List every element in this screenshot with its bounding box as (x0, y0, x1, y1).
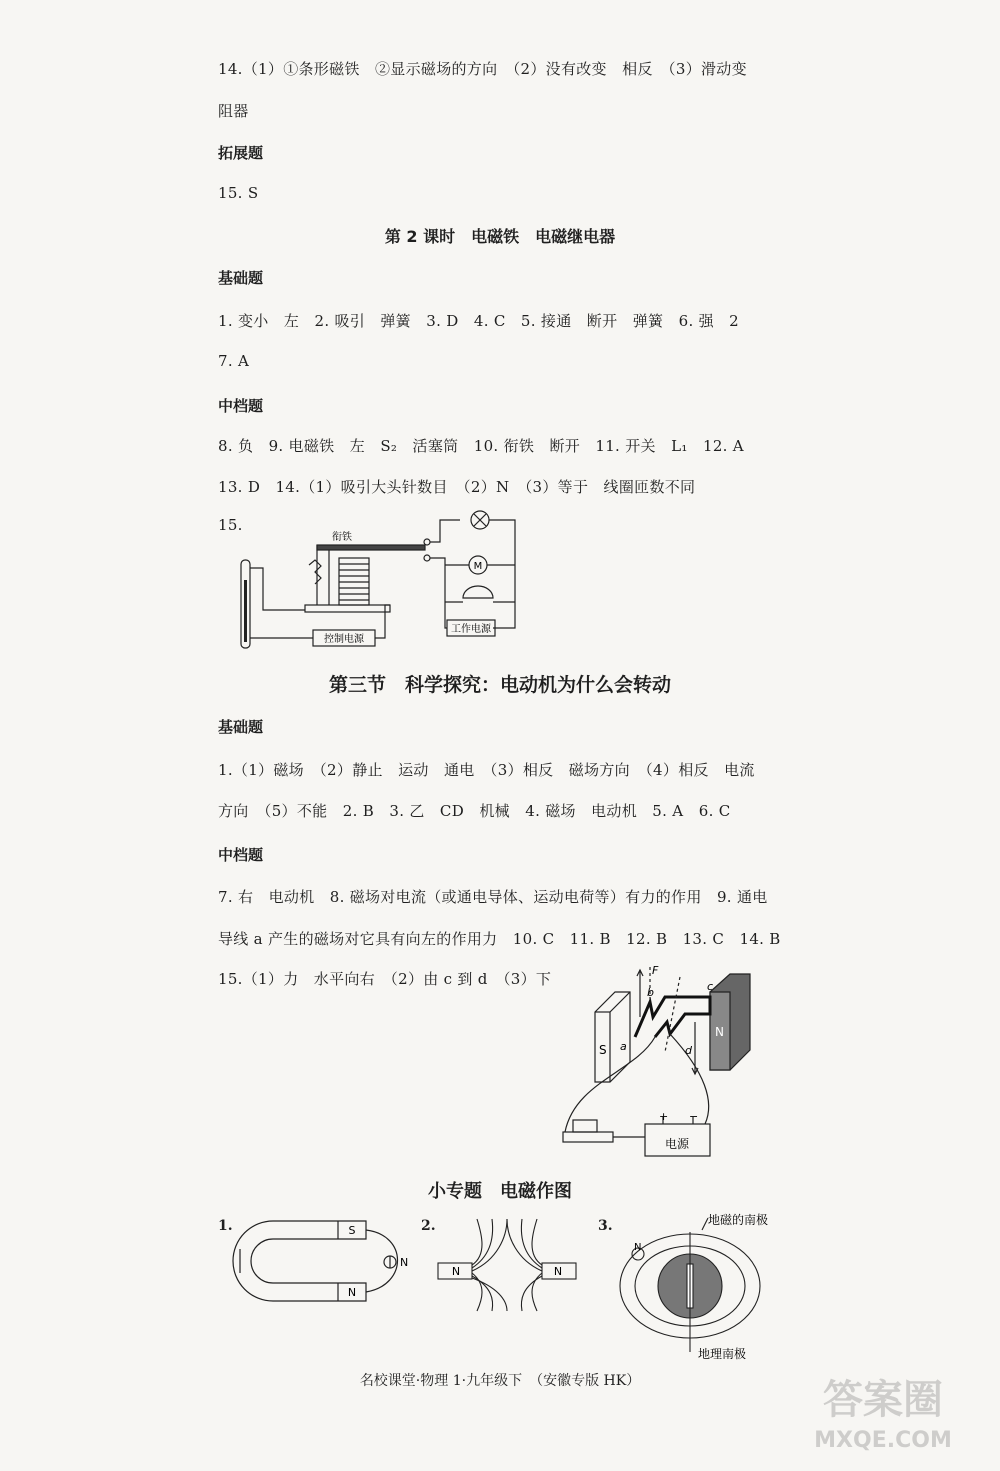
armature-bar (317, 545, 425, 550)
earth-magnet-figure (610, 1212, 790, 1362)
u-s-label: S (348, 1224, 356, 1237)
answer-line-14: 14.（1）①条形磁铁 ②显示磁场的方向 （2）没有改变 相反 （3）滑动变 (218, 60, 747, 78)
relay-circuit-figure (235, 510, 535, 656)
answer-line-motor-1: 1.（1）磁场 （2）静止 运动 通电 （3）相反 磁场方向 （4）相反 电流 (218, 761, 755, 779)
s-pole-label: S (599, 1043, 607, 1057)
category-basic-2: 基础题 (218, 718, 264, 736)
category-mid: 中档题 (218, 397, 264, 415)
u-n-label: N (347, 1286, 357, 1299)
bell-icon (463, 586, 493, 598)
left-n-label: N (451, 1265, 461, 1278)
compass-n-label: N (400, 1256, 409, 1269)
n-pole-label: N (715, 1025, 724, 1039)
category-extension: 拓展题 (218, 144, 264, 162)
s-magnet (595, 992, 630, 1082)
section-title-lesson2: 第 2 课时 电磁铁 电磁继电器 (384, 227, 616, 246)
fig-label-3: 3. (598, 1218, 613, 1234)
right-n-label: N (553, 1265, 563, 1278)
geomagnetic-south-label: 地磁的南极 (708, 1213, 769, 1227)
plus-label: + (659, 1110, 669, 1123)
coil-loop (635, 997, 710, 1037)
spring-icon (309, 560, 321, 584)
minus-label: − (689, 1110, 699, 1123)
point-d: d (685, 1044, 692, 1057)
two-n-poles-figure (432, 1215, 582, 1315)
control-power-label: 控制电源 (324, 634, 364, 645)
answer-line-1-6: 1. 变小 左 2. 吸引 弹簧 3. D 4. C 5. 接通 断开 弹簧 6. 强 2 (218, 312, 740, 330)
motor-force-figure (555, 962, 770, 1162)
fig-label-1: 1. (218, 1218, 233, 1234)
answer-line-15: 15. S (218, 184, 259, 202)
answer-line-14-cont: 阻器 (218, 102, 249, 120)
answer-line-13-14: 13. D 14.（1）吸引大头针数目 （2）N （3）等于 线圈匝数不同 (218, 478, 696, 496)
geographic-south-label: 地理南极 (698, 1347, 747, 1361)
section-title-motor: 第三节 科学探究：电动机为什么会转动 (328, 674, 671, 696)
point-b: b (647, 986, 654, 999)
answer-line-15-label: 15. (218, 516, 243, 534)
answer-line-motor-7-9: 7. 右 电动机 8. 磁场对电流（或通电导体、运动电荷等）有力的作用 9. 通电 (218, 888, 768, 906)
power-label: 电源 (664, 1137, 690, 1151)
motor-label: M (473, 561, 483, 572)
point-c: c (707, 980, 714, 993)
watermark-url: MXQE.COM (814, 1428, 952, 1453)
fig-label-2: 2. (421, 1218, 436, 1234)
u-magnet-figure (228, 1215, 418, 1310)
answer-line-8-12: 8. 负 9. 电磁铁 左 S₂ 活塞筒 10. 衔铁 断开 11. 开关 L₁ 12. A (218, 437, 744, 455)
answer-line-motor-1-cont: 方向 （5）不能 2. B 3. 乙 CD 机械 4. 磁场 电动机 5. A 6. C (218, 802, 731, 820)
page-footer: 名校课堂·物理 1·九年级下 （安徽专版 HK） (359, 1373, 641, 1389)
watermark-main: 答案圈 (823, 1377, 943, 1423)
answer-line-7: 7. A (218, 352, 250, 370)
armature-label: 衔铁 (332, 532, 352, 543)
force-label-top: F (652, 964, 659, 977)
earth-n-label: N (634, 1242, 642, 1253)
work-power-label: 工作电源 (451, 624, 491, 635)
point-a: a (620, 1040, 627, 1053)
category-mid-2: 中档题 (218, 846, 264, 864)
answer-line-motor-15: 15.（1）力 水平向右 （2）由 c 到 d （3）下 (218, 970, 552, 988)
category-basic: 基础题 (218, 269, 264, 287)
section-title-drawing: 小专题 电磁作图 (428, 1181, 572, 1202)
watermark-logo (798, 1365, 968, 1455)
answer-line-motor-9-14: 导线 a 产生的磁场对它具有向左的作用力 10. C 11. B 12. B 13. C 14. B (218, 930, 781, 948)
